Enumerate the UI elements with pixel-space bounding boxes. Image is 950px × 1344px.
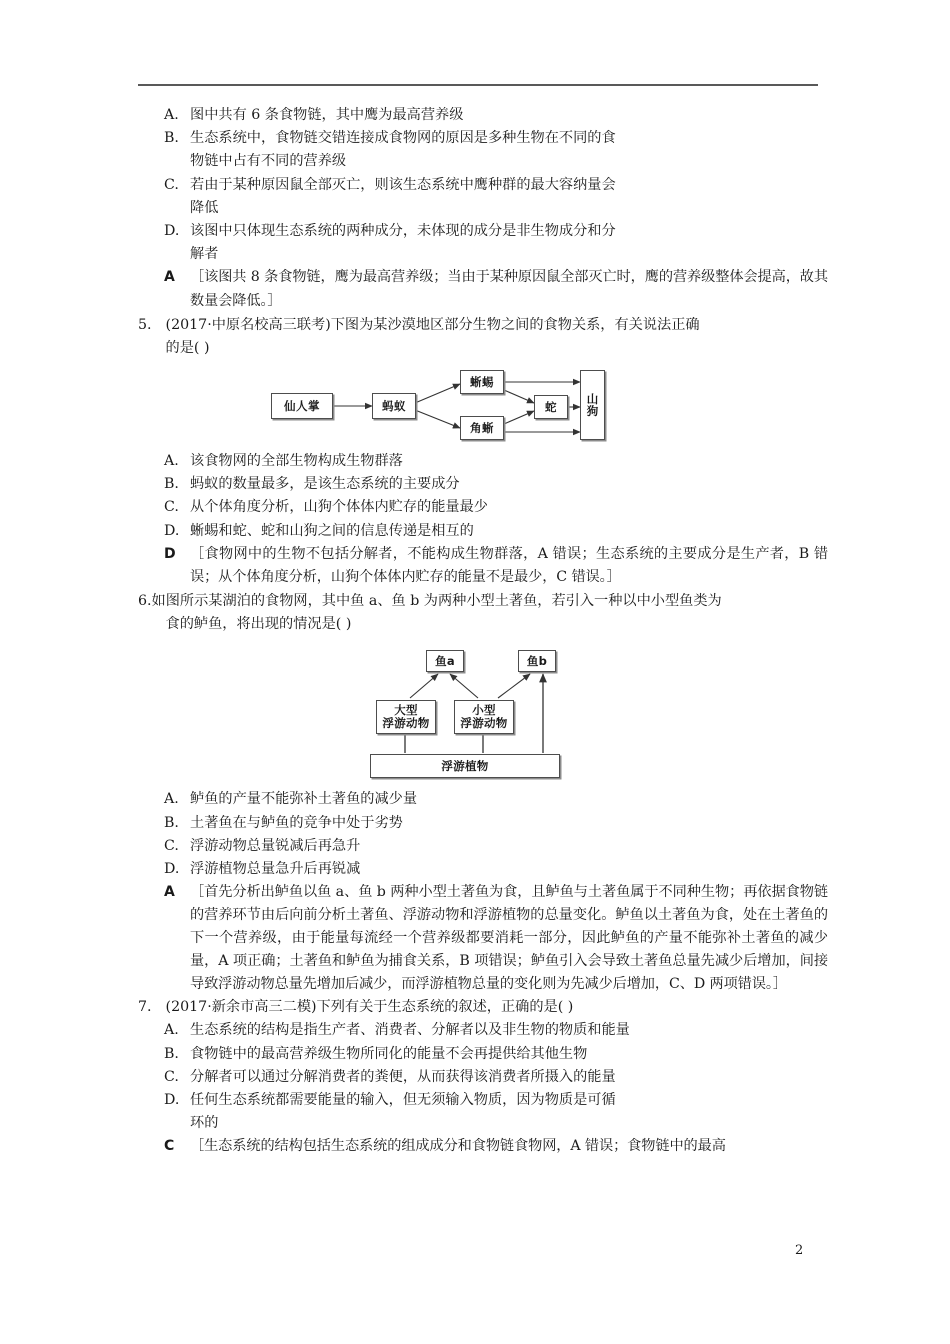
option-row	[138, 858, 828, 881]
answer-explanation: ［首先分析出鲈鱼以鱼 a、鱼 b 两种小型土著鱼为食，且鲈鱼与土著鱼属于不同种生物；再依据食物链的营养环节由后向前分析土著鱼、浮游动物和浮游植物的总量变化。鲈鱼以土著鱼为食，处在土著鱼的下一个营养级，由于能量每流经一个营养级都要消耗一部分，因此鲈鱼的产量不能弥补土著鱼的减少量，A 项正确；土著鱼和鲈鱼为捕食关系，B 项错误；鲈鱼引入会导致土著鱼总量先减少后增加，间接导致浮游动物总量先增加后减少，而浮游植物总量的变化则为先减少后增加，C、D 两项错误。］	[190, 884, 828, 993]
option-label: C.	[164, 837, 179, 854]
answer-explanation: ［食物网中的生物不包括分解者，不能构成生物群落，A 错误；生态系统的主要成分是生产者，B 错误；从个体角度分析，山狗个体体内贮存的能量不是最少，C 错误。］	[190, 545, 828, 586]
option-row	[138, 788, 828, 811]
option-label: A.	[164, 1022, 179, 1039]
option-row	[138, 520, 828, 543]
question-7	[138, 996, 828, 1019]
option-label: C.	[164, 1068, 179, 1085]
option-row	[138, 127, 828, 173]
header-rule	[138, 84, 818, 86]
option-label: D.	[164, 861, 180, 878]
question-6	[138, 590, 828, 636]
option-label: A.	[164, 453, 179, 470]
question-number: 6.	[138, 593, 152, 610]
option-row	[138, 174, 828, 220]
option-row	[138, 496, 828, 519]
option-row	[138, 1019, 828, 1042]
option-row	[138, 812, 828, 835]
node-coyote: 山狗	[580, 370, 605, 440]
option-text: 蜥蜴和蛇、蛇和山狗之间的信息传递是相互的	[190, 522, 474, 539]
option-label: B.	[164, 1045, 179, 1062]
option-label: B.	[164, 476, 179, 493]
option-text: 任何生态系统都需要能量的输入，但无须输入物质，因为物质是可循 环的	[190, 1092, 616, 1132]
option-text: 该食物网的全部生物构成生物群落	[190, 453, 403, 470]
option-text: 图中共有 6 条食物链，其中鹰为最高营养级	[190, 107, 464, 123]
option-row	[138, 450, 828, 473]
option-label: D.	[164, 522, 180, 539]
option-text: 生态系统中，食物链交错连接成食物网的原因是多种生物在不同的食 物链中占有不同的营养级	[190, 130, 616, 170]
answer-explanation: ［生态系统的结构包括生态系统的组成成分和食物链食物网，A 错误；食物链中的最高	[190, 1138, 726, 1155]
question-stem: (2017·中原名校高三联考)下图为某沙漠地区部分生物之间的食物关系，有关说法正确 的是( )	[165, 316, 700, 356]
answer-block	[138, 1135, 828, 1159]
option-row	[138, 1066, 828, 1089]
page-number: 2	[795, 1243, 804, 1258]
node-snake: 蛇	[534, 395, 568, 419]
node-large-zooplankton: 大型 浮游动物	[376, 700, 436, 734]
node-fish-b: 鱼b	[518, 650, 556, 672]
answer-key: C	[164, 1138, 175, 1155]
option-label: D.	[164, 223, 180, 240]
option-text: 蚂蚁的数量最多，是该生态系统的主要成分	[190, 476, 460, 493]
option-label: C.	[164, 499, 179, 516]
answer-explanation: ［该图共 8 条食物链，鹰为最高营养级；当由于某种原因鼠全部灭亡时，鹰的营养级整体会提高，故其数量会降低。］	[190, 269, 828, 310]
answer-key: A	[164, 884, 175, 901]
lake-food-web-figure	[138, 644, 828, 782]
desert-food-web-figure	[138, 370, 828, 442]
option-text: 土著鱼在与鲈鱼的竞争中处于劣势	[190, 814, 403, 831]
question-5	[138, 314, 828, 360]
option-label: A.	[164, 107, 179, 123]
option-row	[138, 1043, 828, 1066]
option-text: 该图中只体现生态系统的两种成分，未体现的成分是非生物成分和分 解者	[190, 223, 616, 263]
option-label: B.	[164, 814, 179, 831]
node-ant: 蚂蚁	[372, 393, 416, 419]
option-text: 鲈鱼的产量不能弥补土著鱼的减少量	[190, 791, 418, 808]
answer-key: A	[164, 269, 175, 286]
node-small-zooplankton: 小型 浮游动物	[454, 700, 514, 734]
answer-key: D	[164, 545, 176, 562]
option-text: 食物链中的最高营养级生物所同化的能量不会再提供给其他生物	[190, 1045, 588, 1062]
node-phytoplankton: 浮游植物	[370, 754, 560, 778]
option-label: C.	[164, 176, 179, 193]
option-text: 从个体角度分析，山狗个体体内贮存的能量最少	[190, 499, 488, 516]
answer-block	[138, 543, 828, 590]
question-number: 5.	[138, 316, 152, 333]
option-text: 浮游植物总量急升后再锐减	[190, 861, 361, 878]
node-fish-a: 鱼a	[426, 650, 464, 672]
question-stem: 如图所示某湖泊的食物网，其中鱼 a、鱼 b 为两种小型土著鱼，若引入一种以中小型鱼类为 食的鲈鱼，将出现的情况是( )	[151, 593, 722, 633]
option-row	[138, 473, 828, 496]
option-row	[138, 104, 828, 127]
option-text: 分解者可以通过分解消费者的粪便，从而获得该消费者所摄入的能量	[190, 1068, 616, 1085]
answer-block	[138, 881, 828, 996]
option-text: 浮游动物总量锐减后再急升	[190, 837, 361, 854]
option-row	[138, 220, 828, 266]
option-label: B.	[164, 130, 179, 147]
option-text: 若由于某种原因鼠全部灭亡，则该生态系统中鹰种群的最大容纳量会 降低	[190, 176, 616, 216]
option-row	[138, 1089, 828, 1135]
option-label: D.	[164, 1092, 180, 1109]
answer-block	[138, 266, 828, 313]
question-stem: (2017·新余市高三二模)下列有关于生态系统的叙述，正确的是( )	[165, 999, 574, 1016]
option-row	[138, 835, 828, 858]
node-cactus: 仙人掌	[271, 393, 333, 419]
option-label: A.	[164, 791, 179, 808]
option-text: 生态系统的结构是指生产者、消费者、分解者以及非生物的物质和能量	[190, 1022, 630, 1039]
question-number: 7.	[138, 999, 152, 1016]
node-lizard: 蜥蜴	[460, 370, 504, 394]
page-content	[138, 104, 828, 1159]
node-horned-lizard: 角蜥	[460, 416, 504, 440]
